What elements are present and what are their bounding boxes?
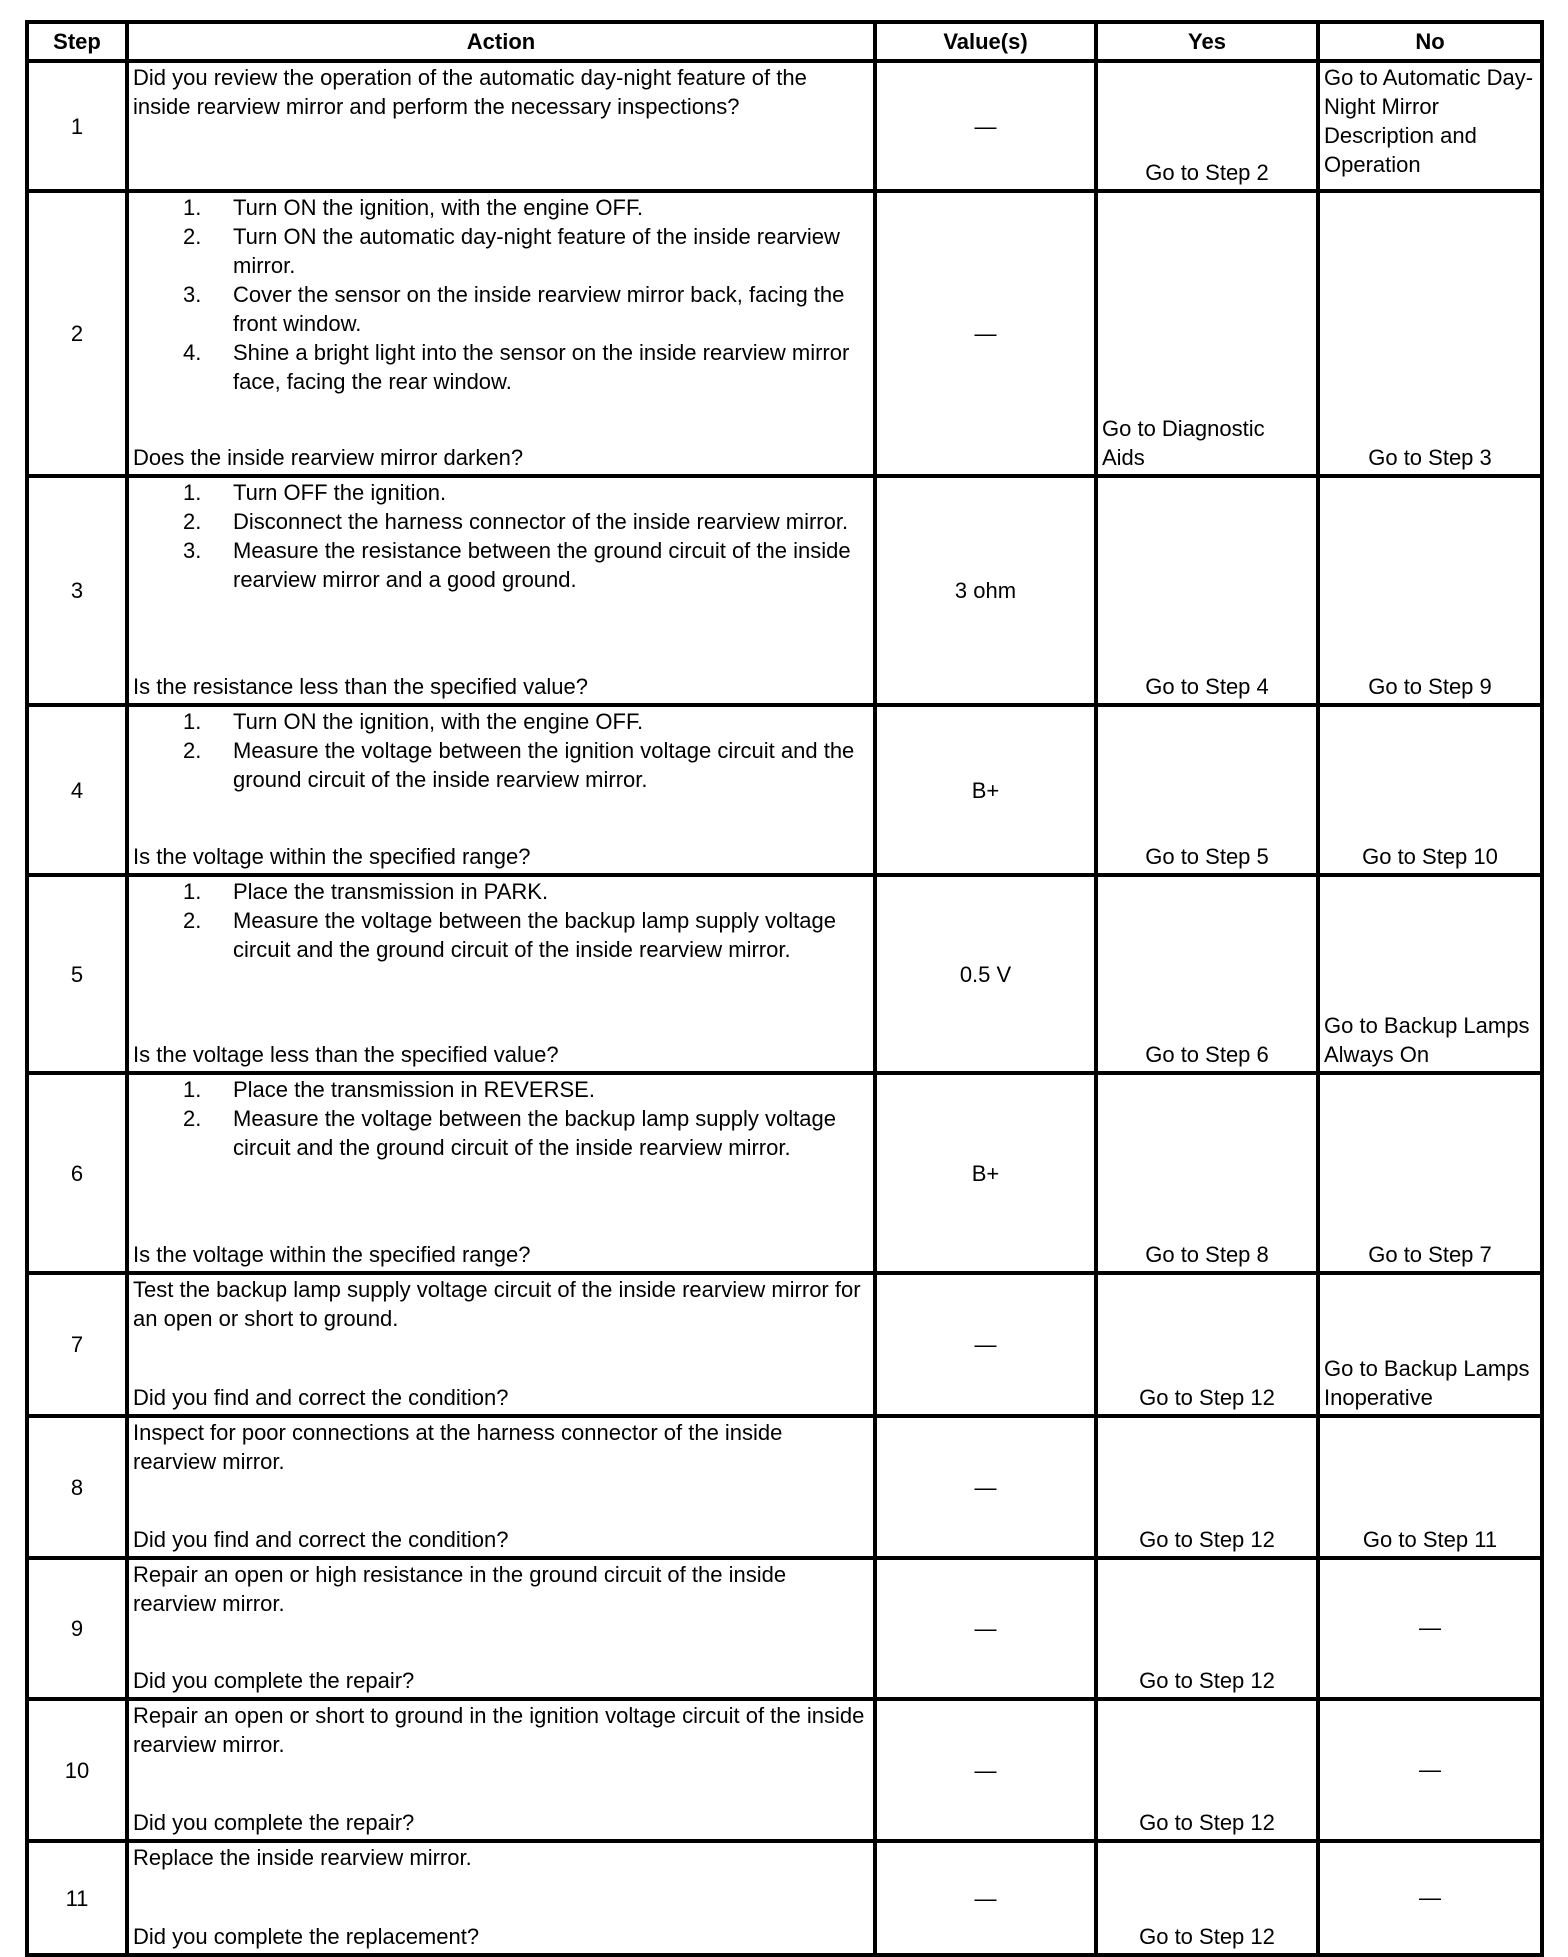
action-question: Is the voltage within the specified range?	[133, 1242, 531, 1267]
item-number: 3.	[183, 538, 202, 563]
header-step: Step	[27, 22, 127, 61]
step-number: 4	[27, 705, 127, 875]
action-step-item	[183, 707, 869, 736]
action-step-item	[183, 222, 869, 280]
header-action: Action	[127, 22, 875, 61]
action-step-item	[183, 536, 869, 594]
step-number: 6	[27, 1073, 127, 1273]
action-step-item	[183, 280, 869, 338]
action-cell	[127, 1558, 875, 1699]
table-row	[27, 191, 1542, 476]
item-text: Turn ON the ignition, with the engine OFF.	[233, 195, 644, 220]
item-text: Measure the voltage between the ignition voltage circuit and the ground circuit of the inside rearview mirror.	[233, 738, 855, 792]
item-number: 4.	[183, 340, 202, 365]
item-number: 2.	[183, 1106, 202, 1131]
step-number: 8	[27, 1416, 127, 1558]
action-cell	[127, 1841, 875, 1955]
action-cell	[127, 476, 875, 705]
item-text: Turn ON the automatic day-night feature of the inside rearview mirror.	[233, 224, 840, 278]
no-link[interactable]: Go to Backup Lamps Always On	[1318, 875, 1542, 1073]
diagnostic-table	[25, 20, 1544, 1957]
action-step-item	[183, 736, 869, 794]
item-text: Place the transmission in PARK.	[233, 879, 549, 904]
action-step-item	[183, 478, 869, 507]
no-link: —	[1318, 1841, 1542, 1955]
table-row	[27, 705, 1542, 875]
item-text: Measure the voltage between the backup lamp supply voltage circuit and the ground circuit of the inside rearview mirror.	[233, 1106, 836, 1160]
yes-link[interactable]: Go to Step 4	[1096, 476, 1318, 705]
item-text: Cover the sensor on the inside rearview mirror back, facing the front window.	[233, 282, 845, 336]
no-link[interactable]: Go to Step 7	[1318, 1073, 1542, 1273]
header-values: Value(s)	[875, 22, 1096, 61]
no-link[interactable]: Go to Step 10	[1318, 705, 1542, 875]
item-number: 2.	[183, 738, 202, 763]
action-steps	[133, 193, 869, 396]
action-cell	[127, 191, 875, 476]
table-row	[27, 1699, 1542, 1841]
value-cell: —	[875, 61, 1096, 191]
action-step-item	[183, 507, 869, 536]
step-number: 7	[27, 1273, 127, 1416]
action-step-item	[183, 193, 869, 222]
action-text: Replace the inside rearview mirror.	[133, 1845, 472, 1870]
value-cell: —	[875, 1416, 1096, 1558]
no-link[interactable]: Go to Step 9	[1318, 476, 1542, 705]
action-question: Is the resistance less than the specified value?	[133, 674, 588, 699]
action-cell	[127, 875, 875, 1073]
item-number: 1.	[183, 195, 202, 220]
action-question: Did you find and correct the condition?	[133, 1527, 509, 1552]
item-number: 2.	[183, 509, 202, 534]
value-cell: —	[875, 1273, 1096, 1416]
no-link[interactable]: Go to Step 11	[1318, 1416, 1542, 1558]
table-row	[27, 1416, 1542, 1558]
item-text: Measure the resistance between the ground circuit of the inside rearview mirror and a good ground.	[233, 538, 851, 592]
yes-link[interactable]: Go to Step 12	[1096, 1416, 1318, 1558]
value-cell: 3 ohm	[875, 476, 1096, 705]
item-text: Turn ON the ignition, with the engine OFF.	[233, 709, 644, 734]
table-row	[27, 1558, 1542, 1699]
action-cell	[127, 705, 875, 875]
action-text: Repair an open or short to ground in the ignition voltage circuit of the inside rearview mirror.	[133, 1703, 865, 1757]
step-number: 5	[27, 875, 127, 1073]
item-number: 2.	[183, 224, 202, 249]
step-number: 2	[27, 191, 127, 476]
action-question: Is the voltage less than the specified value?	[133, 1042, 559, 1067]
header-no: No	[1318, 22, 1542, 61]
action-cell	[127, 1273, 875, 1416]
item-number: 1.	[183, 480, 202, 505]
value-cell: 0.5 V	[875, 875, 1096, 1073]
table-row	[27, 1073, 1542, 1273]
action-steps	[133, 707, 869, 794]
item-number: 1.	[183, 879, 202, 904]
value-cell: —	[875, 1699, 1096, 1841]
action-question: Did you find and correct the condition?	[133, 1385, 509, 1410]
no-link[interactable]: Go to Automatic Day-Night Mirror Description and Operation	[1318, 61, 1542, 191]
item-number: 1.	[183, 1077, 202, 1102]
yes-link[interactable]: Go to Step 2	[1096, 61, 1318, 191]
step-number: 1	[27, 61, 127, 191]
action-text: Test the backup lamp supply voltage circuit of the inside rearview mirror for an open or short to ground.	[133, 1277, 861, 1331]
action-steps	[133, 478, 869, 594]
no-link[interactable]: Go to Step 3	[1318, 191, 1542, 476]
action-question: Did you complete the replacement?	[133, 1924, 480, 1949]
action-step-item	[183, 1104, 869, 1162]
action-question: Does the inside rearview mirror darken?	[133, 445, 524, 470]
no-link: —	[1318, 1558, 1542, 1699]
header-yes: Yes	[1096, 22, 1318, 61]
action-question: Did you complete the repair?	[133, 1810, 415, 1835]
yes-link[interactable]: Go to Step 12	[1096, 1558, 1318, 1699]
yes-link[interactable]: Go to Step 12	[1096, 1273, 1318, 1416]
action-step-item	[183, 877, 869, 906]
item-number: 3.	[183, 282, 202, 307]
action-text: Repair an open or high resistance in the ground circuit of the inside rearview mirror.	[133, 1562, 787, 1616]
value-cell: B+	[875, 705, 1096, 875]
table-row	[27, 1273, 1542, 1416]
item-text: Place the transmission in REVERSE.	[233, 1077, 595, 1102]
header-row	[27, 22, 1542, 61]
action-cell	[127, 1416, 875, 1558]
item-number: 1.	[183, 709, 202, 734]
action-step-item	[183, 338, 869, 396]
table-row	[27, 875, 1542, 1073]
yes-link[interactable]: Go to Step 12	[1096, 1841, 1318, 1955]
value-cell: —	[875, 1841, 1096, 1955]
item-text: Disconnect the harness connector of the inside rearview mirror.	[233, 509, 849, 534]
table-row	[27, 1841, 1542, 1955]
step-number: 3	[27, 476, 127, 705]
step-number: 11	[27, 1841, 127, 1955]
value-cell: —	[875, 191, 1096, 476]
table-row	[27, 61, 1542, 191]
action-cell	[127, 61, 875, 191]
no-link: —	[1318, 1699, 1542, 1841]
action-question: Is the voltage within the specified range?	[133, 844, 531, 869]
yes-link[interactable]: Go to Step 5	[1096, 705, 1318, 875]
yes-link[interactable]: Go to Step 6	[1096, 875, 1318, 1073]
table-row	[27, 476, 1542, 705]
action-step-item	[183, 1075, 869, 1104]
value-cell: B+	[875, 1073, 1096, 1273]
action-step-item	[183, 906, 869, 964]
step-number: 10	[27, 1699, 127, 1841]
yes-link[interactable]: Go to Diagnostic Aids	[1096, 191, 1318, 476]
item-text: Measure the voltage between the backup lamp supply voltage circuit and the ground circuit of the inside rearview mirror.	[233, 908, 836, 962]
item-text: Turn OFF the ignition.	[233, 480, 447, 505]
step-number: 9	[27, 1558, 127, 1699]
action-text: Inspect for poor connections at the harness connector of the inside rearview mirror.	[133, 1420, 783, 1474]
action-cell	[127, 1073, 875, 1273]
action-steps	[133, 1075, 869, 1162]
yes-link[interactable]: Go to Step 12	[1096, 1699, 1318, 1841]
yes-link[interactable]: Go to Step 8	[1096, 1073, 1318, 1273]
no-link[interactable]: Go to Backup Lamps Inoperative	[1318, 1273, 1542, 1416]
action-cell	[127, 1699, 875, 1841]
action-steps	[133, 877, 869, 964]
item-number: 2.	[183, 908, 202, 933]
value-cell: —	[875, 1558, 1096, 1699]
action-question: Did you complete the repair?	[133, 1668, 415, 1693]
item-text: Shine a bright light into the sensor on the inside rearview mirror face, facing the rear window.	[233, 340, 850, 394]
action-text: Did you review the operation of the automatic day-night feature of the inside rearview mirror and perform the necessary inspections?	[133, 65, 807, 119]
